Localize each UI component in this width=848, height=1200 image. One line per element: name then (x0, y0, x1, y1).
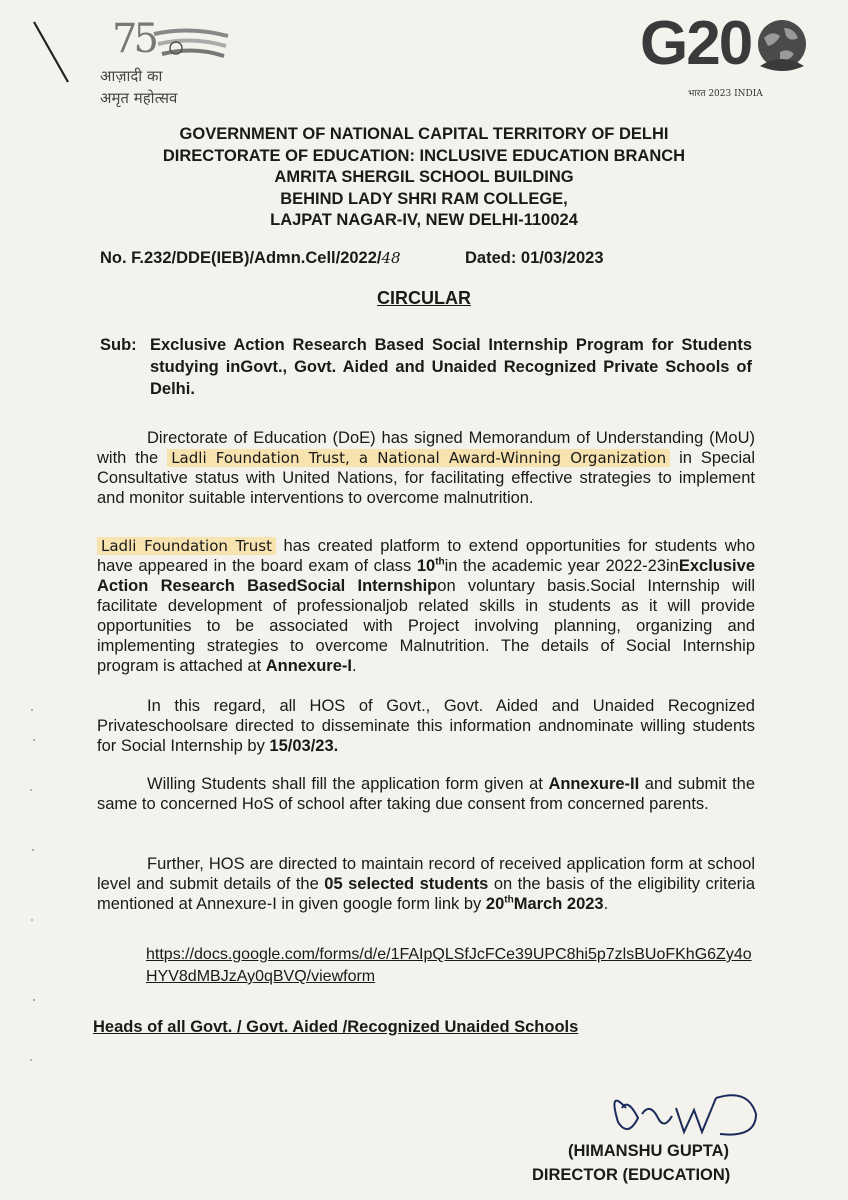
g20-logo (632, 8, 832, 108)
highlighted-text: Ladli Foundation Trust, a National Award-Winning Organization (167, 449, 670, 467)
annexure-reference: Annexure-I (265, 657, 352, 675)
submission-day: 20 (485, 895, 505, 913)
date-line: Dated: 01/03/2023 (465, 249, 604, 267)
reference-number (100, 249, 401, 268)
azadi-logo-line1: आज़ादी का (100, 67, 163, 85)
addressee: Heads of all Govt. / Govt. Aided /Recognized Unaided Schools (93, 1018, 579, 1036)
letterhead (0, 124, 848, 232)
paragraph-text: and submit the same to concerned HoS of school after taking due consent from concerned parents. (97, 775, 756, 813)
paragraph-text: in the academic year 2022-23in (444, 557, 679, 575)
paragraph-text: . (351, 657, 357, 675)
paragraph-4 (97, 774, 755, 814)
scan-margin-marks (28, 700, 40, 1080)
letterhead-line: BEHIND LADY SHRI RAM COLLEGE, (280, 189, 568, 208)
signatory-name: (HIMANSHU GUPTA) (568, 1142, 730, 1160)
paragraph-2 (97, 536, 755, 676)
paragraph-text: on voluntary basis.Social Internship will facilitate development of professionaljob related skills in students as it will provide opportunities to be associated with Project involving planning, organizing and implementing strategies to overcome Malnutrition. The details of Social Internship program is attached at (97, 577, 755, 675)
letterhead-line: AMRITA SHERGIL SCHOOL BUILDING (274, 168, 574, 186)
paragraph-5 (97, 854, 755, 914)
letterhead-line: LAJPAT NAGAR-IV, NEW DELHI-110024 (270, 211, 578, 229)
subject-label: Sub: (100, 336, 137, 354)
selected-students-count: 05 selected students (324, 875, 489, 893)
paragraph-1 (97, 428, 755, 508)
annexure-reference: Annexure-II (548, 775, 640, 793)
class-number: 10 (416, 557, 436, 575)
flag-stripes-icon (150, 28, 230, 64)
paragraph-3 (97, 696, 755, 756)
azadi-logo-number: 75 (112, 16, 155, 62)
deadline-date: 15/03/23. (269, 737, 339, 755)
paragraph-text: Directorate of Education (DoE) has signed Memorandum of Understanding (MoU) with the (97, 429, 755, 467)
globe-lotus-icon (750, 14, 814, 78)
submission-day-suffix: th (504, 894, 514, 906)
subject-text: Exclusive Action Research Based Social Internship Program for Students studying inGovt., Govt. Aided and Unaided Recognized Private Schools of Delhi. (150, 336, 752, 398)
g20-logo-subtitle: भारत 2023 INDIA (688, 89, 763, 99)
letterhead-line: DIRECTORATE OF EDUCATION: INCLUSIVE EDUCATION BRANCH (162, 146, 686, 165)
google-form-link[interactable]: https://docs.google.com/forms/d/e/1FAIpQLSfJcFCe39UPC8hi5p7zlsBUoFKhG6Zy4oHYV8dMBJzAy0qBVQ/viewform (146, 946, 752, 985)
subject-block (100, 334, 752, 400)
paragraph-text: Willing Students shall fill the application form given at (147, 775, 549, 793)
highlighted-text: Ladli Foundation Trust (97, 537, 276, 555)
class-suffix: th (435, 556, 445, 568)
reference-number-text: No. F.232/DDE(IEB)/Admn.Cell/2022/ (100, 249, 382, 267)
pen-mark (28, 18, 78, 88)
paragraph-text: . (603, 895, 609, 913)
handwritten-number: 48 (381, 249, 401, 267)
program-name: Exclusive Action Research BasedSocial Internship (97, 557, 755, 595)
signatory-title: DIRECTOR (EDUCATION) (532, 1166, 731, 1184)
letterhead-line: GOVERNMENT OF NATIONAL CAPITAL TERRITORY OF DELHI (179, 125, 669, 143)
paragraph-text: on the basis of the eligibility criteria mentioned at Annexure-I in given google form link by (97, 875, 755, 913)
paragraph-text: Further, HOS are directed to maintain record of received application form at school level and submit details of the (97, 855, 755, 893)
paragraph-text: in Special Consultative status with United Nations, for facilitating effective strategies to implement and monitor suitable interventions to overcome malnutrition. (97, 449, 755, 507)
paragraph-text: In this regard, all HOS of Govt., Govt. Aided and Unaided Recognized Privateschoolsare directed to disseminate this information andnominate willing students for Social Internship by (97, 697, 755, 755)
submission-month: March 2023 (513, 895, 604, 913)
azadi-logo-line2: अमृत महोत्सव (100, 89, 178, 107)
g20-logo-text: G20 (640, 9, 752, 78)
paragraph-text: has created platform to extend opportunities for students who have appeared in the board exam of class (97, 537, 755, 575)
handwritten-signature (598, 1078, 778, 1148)
azadi-ka-amrit-mahotsav-logo (92, 14, 242, 107)
document-title: CIRCULAR (377, 288, 471, 308)
